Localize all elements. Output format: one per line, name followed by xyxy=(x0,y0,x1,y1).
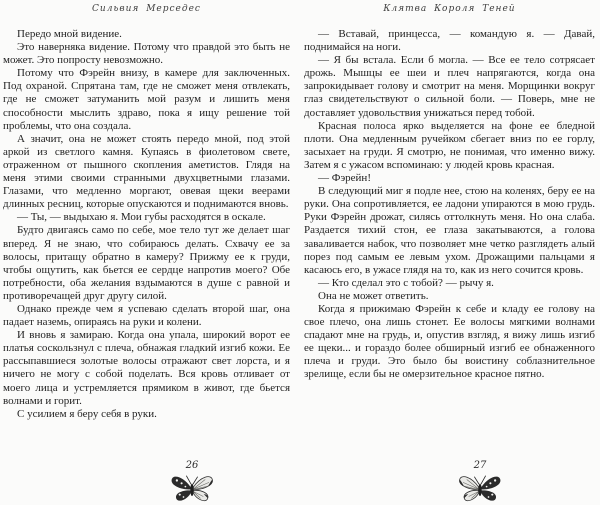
page-body-right xyxy=(304,28,595,382)
paragraph: И вновь я замираю. Когда она упала, широкий ворот ее платья соскользнул с плеча, обнажая гладкий изгиб кожи. Ее рассыпавшиеся золотые волосы отражают свет лорста, и я ничего не могу с собой поделать. Вся кровь отливает от моего лица и устремляется прямиком в живот, где бьется волнами и горит. xyxy=(3,329,290,407)
paragraph: Когда я прижимаю Фэрейн к себе и кладу ее голову на свое плечо, она лишь стонет. Ее волосы мягкими волнами спадают мне на грудь, и, опустив взгляд, я вижу лишь изгиб ее щеки... и гораздо более обширный изгиб ее обнаженного плеча и груди. Это было бы воистину соблазнительное зрелище, если бы не омерзительное красное пятно. xyxy=(304,302,595,381)
paragraph: А значит, она не может стоять передо мной, под этой аркой из светлого камня. Купаясь в фиолетовом свете, отраженном от пышного скопления аметистов. Глядя на меня этими своими странными двухцветными глазами. Глазами, что медленно моргают, овевая щеки веерами длинных ресниц, которые опускаются и поднимаются вновь. xyxy=(3,132,290,211)
paragraph: — Фэрейн! xyxy=(318,172,371,185)
paragraph: Однако прежде чем я успеваю сделать второй шаг, она падает наземь, опираясь на руки и колени. xyxy=(3,302,290,329)
paragraph: — Ты, — выдыхаю я. Мои губы расходятся в оскале. xyxy=(17,211,266,224)
paragraph: С усилием я беру себя в руки. xyxy=(17,407,157,420)
paragraph: Будто двигаясь само по себе, мое тело тут же делает шаг вперед. Я не знаю, что собираюсь делать. Схвачу ее за волосы, притащу обратно в камеру? Прижму ее к груди, чтобы ощутить, как бьется ее сердце напротив моего? Обе потребности, оба желания вздымаются в душе с равной и противоречащей друг другу силой. xyxy=(3,224,290,302)
paragraph: В следующий миг я подле нее, стою на коленях, беру ее на руки. Она сопротивляется, ее ладони упираются в мою грудь. Руки Фэрейн дрожат, силясь оттолкнуть меня. Но она слаба. Раздается тихий стон, ее глаза закатываются, а голова заваливается набок, что позволяет мне четко разглядеть алый порез под самым ее левым ухом. Дрожащими пальцами я касаюсь его, в ужасе глядя на то, как из него сочится кровь. xyxy=(304,185,595,276)
paragraph: — Я бы встала. Если б могла. — Все ее тело сотрясает дрожь. Мышцы ее шеи и плеч напрягаются, когда она запрокидывает голову и смотрит на меня. Морщинки вокруг глаз свидетельствуют о сильной боли. — Поверь, мне не доставляет удовольствия унижаться перед тобой. xyxy=(304,54,595,119)
book-page-right xyxy=(300,0,600,505)
paragraph: Передо мной видение. xyxy=(17,28,122,40)
paragraph: — Вставай, принцесса, — командую я. — Давай, поднимайся на ноги. xyxy=(304,28,595,54)
page-footer-right xyxy=(448,460,512,505)
page-footer-left xyxy=(160,460,224,505)
paragraph: Она не может ответить. xyxy=(318,289,429,302)
butterfly-ornament-icon xyxy=(457,471,503,505)
running-header-title: Клятва Короля Теней xyxy=(383,4,516,14)
butterfly-ornament-icon xyxy=(169,471,215,505)
page-number: 27 xyxy=(473,460,487,471)
paragraph: Это наверняка видение. Потому что правдой это быть не может. Это попросту невозможно. xyxy=(3,41,290,67)
page-number: 26 xyxy=(185,460,199,471)
page-body-left xyxy=(3,28,290,421)
paragraph: — Кто сделал это с тобой? — рычу я. xyxy=(318,276,494,289)
running-header-author: Сильвия Мерседес xyxy=(92,4,201,14)
paragraph: Красная полоса ярко выделяется на фоне ее бледной плоти. Она медленным ручейком сбегает вниз по ее горлу, засыхает на груди. Я смотрю, не понимая, что именно вижу. Затем я с ужасом вспоминаю: у людей кровь красная. xyxy=(304,119,595,171)
paragraph: Потому что Фэрейн внизу, в камере для заключенных. Под охраной. Спрятана там, где не сможет меня отвлекать, где не сможет затуманить мой разум и лишить меня способности мыслить здраво, пока я ищу решение той проблемы, что она создала. xyxy=(3,67,290,132)
